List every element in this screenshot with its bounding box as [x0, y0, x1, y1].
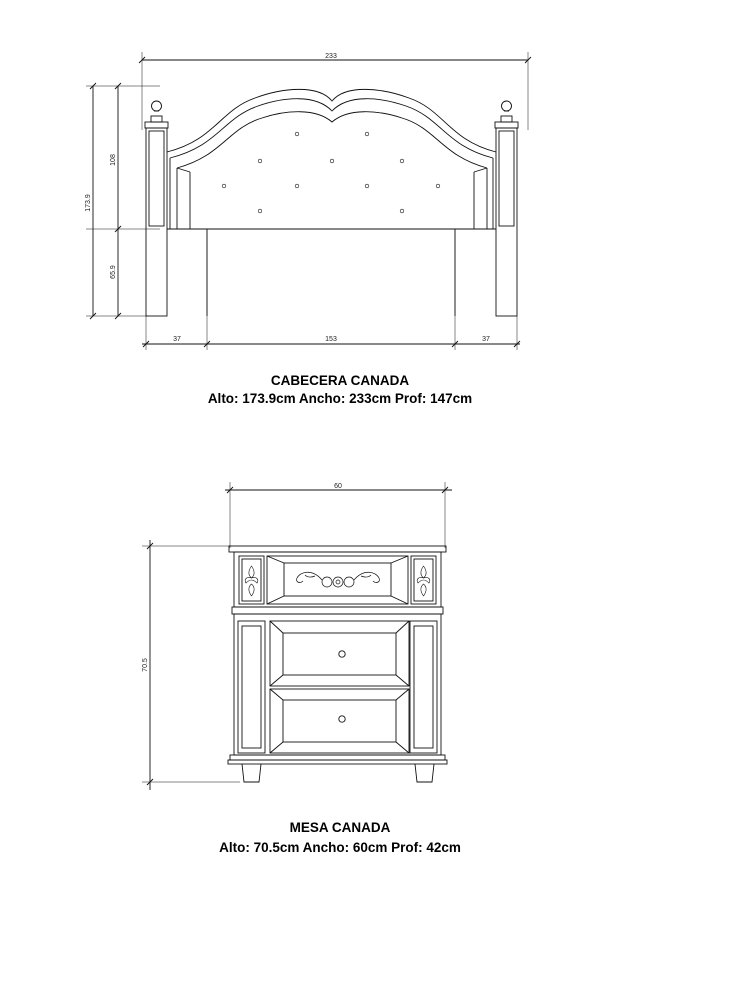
- dim-height-nightstand: 70.5: [142, 658, 149, 672]
- dim-height-lower-headboard: 65.9: [110, 265, 117, 279]
- dim-height-upper-headboard: 108: [110, 154, 117, 166]
- dim-width-nightstand: 60: [334, 483, 342, 490]
- headboard-drawing: [86, 52, 531, 350]
- dim-post-left: 37: [173, 336, 181, 343]
- tufting-buttons: [222, 132, 440, 213]
- dim-height-total-headboard: 173.9: [85, 194, 92, 212]
- dim-post-right: 37: [482, 336, 490, 343]
- dim-width-headboard: 233: [325, 53, 337, 60]
- headboard-title: CABECERA CANADA: [270, 373, 410, 388]
- nightstand-title: MESA CANADA: [289, 820, 391, 835]
- drawer-carving-ornament: [297, 572, 380, 587]
- nightstand-drawing: [142, 482, 452, 790]
- dim-center-span: 153: [325, 336, 337, 343]
- nightstand-specs: Alto: 70.5cm Ancho: 60cm Prof: 42cm: [219, 840, 461, 855]
- side-fleur-ornaments: [245, 566, 430, 596]
- headboard-specs: Alto: 173.9cm Ancho: 233cm Prof: 147cm: [207, 391, 473, 406]
